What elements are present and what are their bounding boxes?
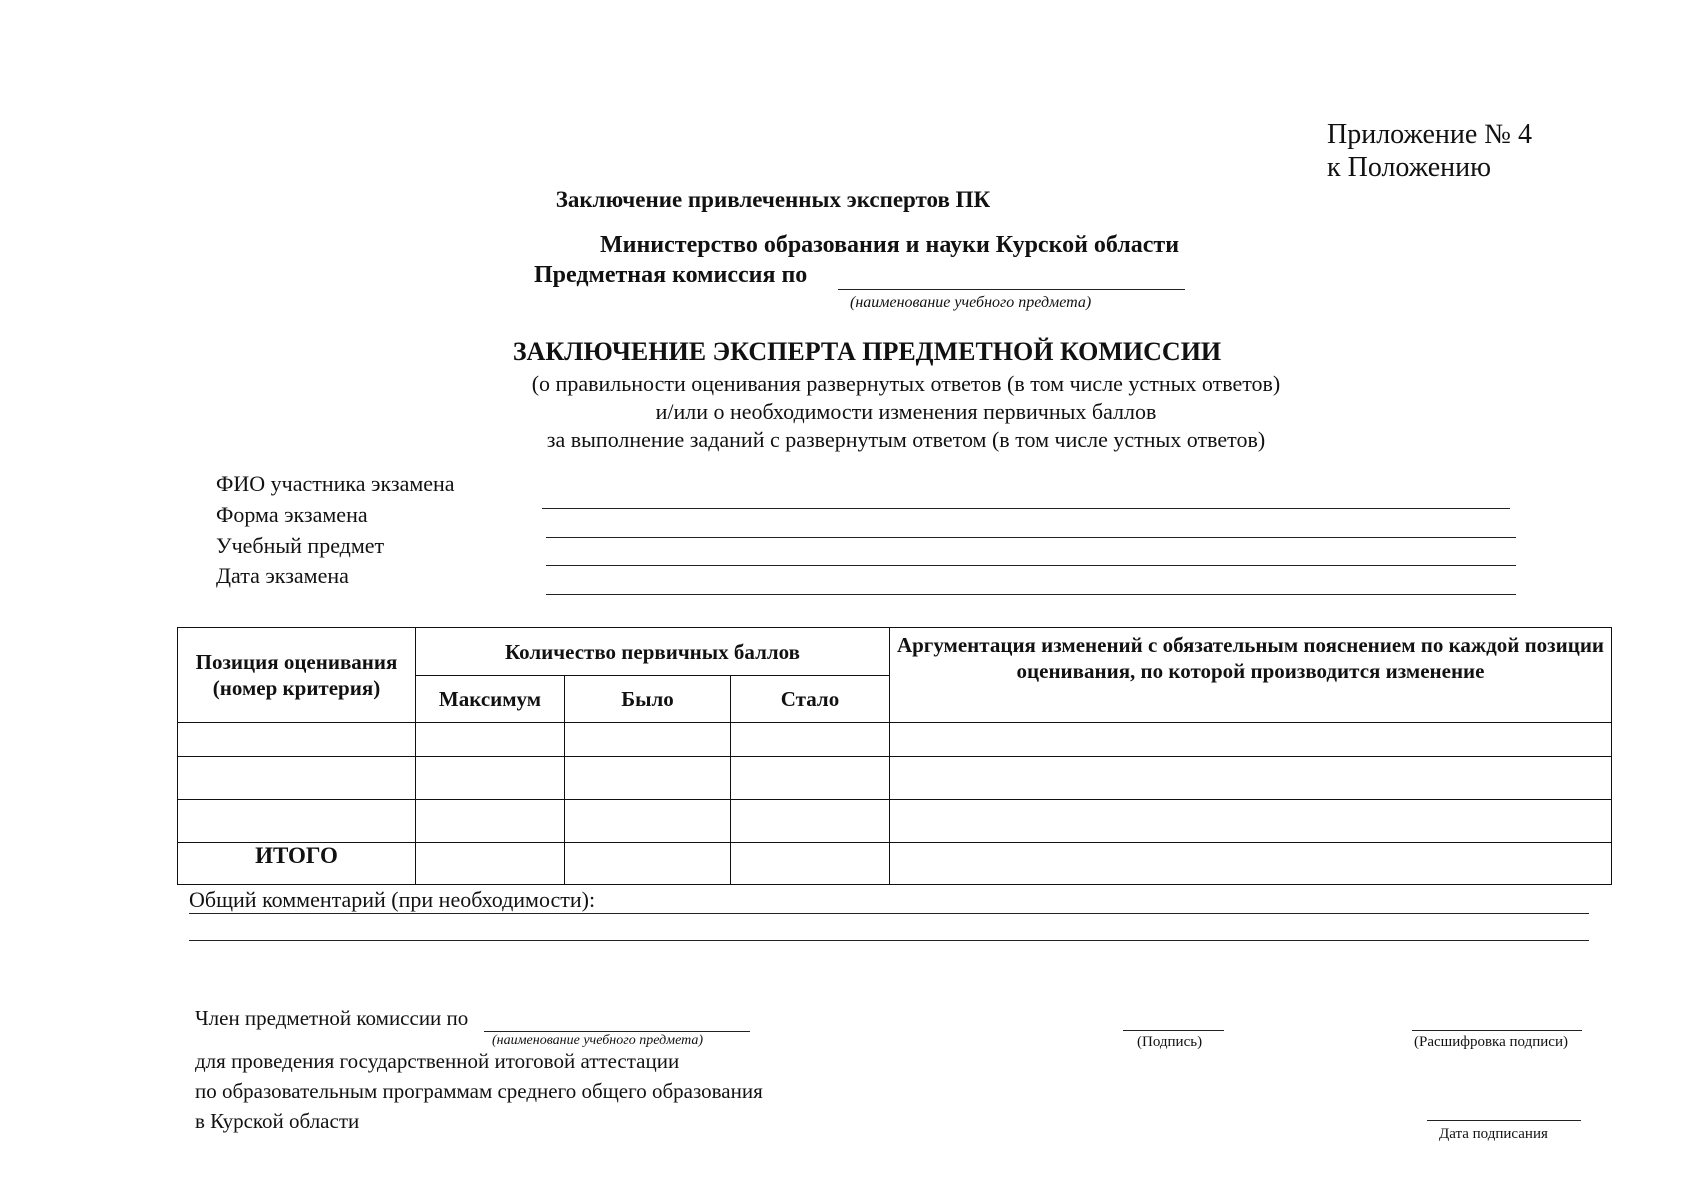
cell-became[interactable]: [731, 800, 890, 843]
cell-argument[interactable]: [890, 800, 1612, 843]
footer-line-2: по образовательным программам среднего общего образования: [195, 1079, 763, 1103]
document-title: Заключение привлеченных экспертов ПК: [555, 187, 991, 212]
exam-form-line[interactable]: [546, 537, 1516, 538]
date-label: Дата подписания: [1439, 1126, 1548, 1142]
decode-label: (Расшифровка подписи): [1414, 1034, 1568, 1050]
cell-total-was[interactable]: [565, 843, 731, 885]
decode-line[interactable]: [1412, 1030, 1582, 1031]
commission-subject-line[interactable]: [838, 289, 1185, 290]
participant-name-line[interactable]: [542, 508, 1510, 509]
col-header-points: Количество первичных баллов: [416, 628, 890, 676]
scores-table: [177, 627, 1611, 885]
cell-was[interactable]: [565, 723, 731, 757]
cell-argument[interactable]: [890, 757, 1612, 800]
col-header-argument: Аргументация изменений с обязательным пояснением по каждой позиции оценивания, по которой производится изменение: [890, 628, 1612, 723]
table-row: [178, 723, 1612, 757]
date-line[interactable]: [1427, 1120, 1581, 1121]
subject-line[interactable]: [546, 565, 1516, 566]
cell-max[interactable]: [416, 757, 565, 800]
appendix-note: [1327, 118, 1532, 184]
total-label: ИТОГО: [178, 843, 416, 885]
cell-total-max[interactable]: [416, 843, 565, 885]
appendix-line-2: к Положению: [1327, 152, 1492, 183]
conclusion-line-1: (о правильности оценивания развернутых ответов (в том числе устных ответов): [531, 371, 1281, 396]
signature-label: (Подпись): [1137, 1034, 1203, 1050]
col-header-became: Стало: [731, 676, 890, 723]
member-subject-line[interactable]: [484, 1031, 750, 1032]
conclusion-line-3: за выполнение заданий с развернутым ответом (в том числе устных ответов): [546, 427, 1266, 452]
cell-total-argument[interactable]: [890, 843, 1612, 885]
cell-position[interactable]: [178, 723, 416, 757]
field-label-participant: ФИО участника экзамена: [216, 471, 455, 496]
appendix-line-1: Приложение № 4: [1327, 119, 1532, 150]
col-header-position: Позиция оценивания (номер критерия): [178, 628, 416, 723]
cell-max[interactable]: [416, 800, 565, 843]
cell-was[interactable]: [565, 757, 731, 800]
field-label-exam-form: Форма экзамена: [216, 502, 368, 527]
member-label: Член предметной комиссии по: [195, 1006, 469, 1030]
field-label-subject: Учебный предмет: [216, 533, 385, 558]
comment-line-1[interactable]: [189, 913, 1589, 914]
table-row: [178, 800, 1612, 843]
commission-label: Предметная комиссия по: [534, 262, 808, 288]
signature-line[interactable]: [1123, 1030, 1224, 1031]
cell-argument[interactable]: [890, 723, 1612, 757]
footer-line-1: для проведения государственной итоговой аттестации: [195, 1049, 680, 1073]
comment-line-2[interactable]: [189, 940, 1589, 941]
ministry-name: Министерство образования и науки Курской области: [600, 232, 1180, 258]
conclusion-line-2: и/или о необходимости изменения первичных баллов: [655, 399, 1157, 424]
cell-became[interactable]: [731, 757, 890, 800]
comment-label: Общий комментарий (при необходимости):: [189, 887, 596, 912]
table-total-row: [178, 843, 1612, 885]
table-row: [178, 757, 1612, 800]
footer-line-3: в Курской области: [195, 1109, 360, 1133]
member-subject-hint: (наименование учебного предмета): [492, 1033, 704, 1048]
commission-subject-hint: (наименование учебного предмета): [850, 294, 1092, 311]
cell-position[interactable]: [178, 757, 416, 800]
conclusion-title: ЗАКЛЮЧЕНИЕ ЭКСПЕРТА ПРЕДМЕТНОЙ КОМИССИИ: [512, 337, 1222, 366]
cell-total-became[interactable]: [731, 843, 890, 885]
col-header-was: Было: [565, 676, 731, 723]
field-label-exam-date: Дата экзамена: [216, 563, 349, 588]
exam-date-line[interactable]: [546, 594, 1516, 595]
cell-became[interactable]: [731, 723, 890, 757]
cell-was[interactable]: [565, 800, 731, 843]
col-header-max: Максимум: [416, 676, 565, 723]
cell-max[interactable]: [416, 723, 565, 757]
cell-position[interactable]: [178, 800, 416, 843]
